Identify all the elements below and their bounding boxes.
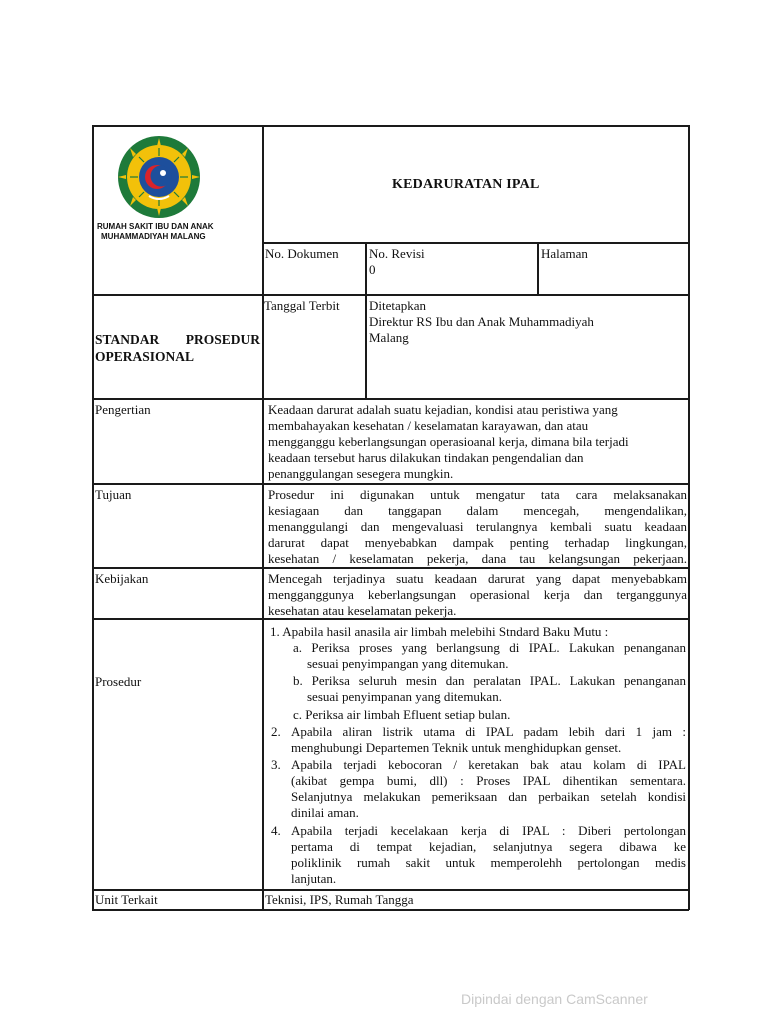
table-border-left — [92, 125, 94, 910]
table-border-bottom — [92, 909, 689, 911]
prosedur-item-1a-cont: sesuai penyimpangan yang ditemukan. — [307, 656, 509, 671]
prosedur-item-4-line: Apabila terjadi kecelakaan kerja di IPAL : Diberi pertolongan — [291, 823, 686, 838]
tujuan-label: Tujuan — [95, 487, 132, 502]
prosedur-item-4-line: poliklinik rumah sakit untuk memperolehh pertolongan medis — [291, 855, 686, 870]
prosedur-item-4-number: 4. — [271, 823, 281, 838]
unit-terkait-value: Teknisi, IPS, Rumah Tangga — [265, 892, 414, 907]
pengertian-line: Keadaan darurat adalah suatu kejadian, kondisi atau peristiwa yang — [268, 402, 618, 417]
prosedur-item-3-line: dinilai aman. — [291, 805, 359, 820]
tanggal-terbit-label: Tanggal Terbit — [264, 298, 340, 313]
hospital-name — [97, 222, 214, 242]
prosedur-item-1b-cont: sesuai penyimpanan yang ditemukan. — [307, 689, 502, 704]
pengertian-label: Pengertian — [95, 402, 151, 417]
no-revisi-value: 0 — [369, 262, 376, 277]
row-divider-sop — [92, 398, 689, 400]
halaman-label: Halaman — [541, 246, 588, 261]
pengertian-line: keadaan tersebut harus dilakukan tindakan pengendalian dan — [268, 450, 584, 465]
column-divider-revisi — [365, 242, 367, 399]
pengertian-text — [268, 402, 686, 482]
prosedur-item-1a: a. Periksa proses yang berlangsung di IPAL. Lakukan penanganan — [293, 640, 686, 655]
no-revisi-label: No. Revisi — [369, 246, 425, 261]
prosedur-item-4 — [291, 823, 686, 887]
tujuan-text — [268, 487, 687, 567]
row-divider-prosedur — [92, 889, 689, 891]
prosedur-item-1: 1. Apabila hasil anasila air limbah melebihi Stndard Baku Mutu : — [270, 624, 609, 639]
pengertian-line: membahayakan kesehatan / keselamatan karayawan, dan atau — [268, 418, 589, 433]
row-divider-pengertian — [92, 483, 689, 485]
kebijakan-line: Mencegah terjadinya suatu keadaan darurat yang dapat menyebabkam — [268, 571, 687, 586]
prosedur-item-3-line: Apabila terjadi kebocoran / keretakan bak atau kolam di IPAL — [291, 757, 686, 772]
tujuan-line: kesehatan / keselamatan pekerja, dana tau kelangsungan pekerjaan. — [268, 551, 687, 566]
prosedur-item-4-line: lanjutan. — [291, 871, 337, 886]
kebijakan-line: mengganggunya keberlangsungan operasional kerja dan terganggunya — [268, 587, 687, 602]
tujuan-line: Prosedur ini digunakan untuk mengatur tata cara melaksanakan — [268, 487, 687, 502]
hospital-name-line2: MUHAMMADIYAH MALANG — [101, 232, 206, 241]
hospital-logo-icon — [111, 134, 207, 220]
kebijakan-line: kesehatan atau keselamatan pekerja. — [268, 603, 457, 618]
prosedur-label: Prosedur — [95, 674, 142, 689]
camscanner-watermark: Dipindai dengan CamScanner — [461, 991, 648, 1007]
ditetapkan-line2: Malang — [369, 330, 409, 345]
tujuan-line: darurat dapat menyebabkan dampak penting terhadap lingkungan, — [268, 535, 687, 550]
prosedur-item-4-line: pertama di tempat kejadian, selanjutnya segera dibawa ke — [291, 839, 686, 854]
prosedur-item-2-line: Apabila aliran listrik utama di IPAL padam lebih dari 1 jam : — [291, 724, 686, 739]
document-title: KEDARURATAN IPAL — [392, 177, 540, 192]
prosedur-item-3 — [291, 757, 686, 821]
no-dokumen-label: No. Dokumen — [265, 246, 339, 261]
pengertian-line: penanggulangan sesegera mungkin. — [268, 466, 454, 481]
prosedur-item-2-number: 2. — [271, 724, 281, 739]
sop-title-line2: OPERASIONAL — [95, 349, 195, 364]
kebijakan-text — [268, 571, 687, 619]
hospital-logo — [111, 134, 207, 220]
prosedur-item-2-line: menghubungi Departemen Teknik untuk menghidupkan genset. — [291, 740, 622, 755]
prosedur-item-3-line: Selanjutnya melakukan pemeriksaan dan perbaikan setelah kondisi — [291, 789, 686, 804]
pengertian-line: mengganggu keberlangsungan operasioanal kerja, dimana bila terjadi — [268, 434, 629, 449]
kebijakan-label: Kebijakan — [95, 571, 149, 586]
ditetapkan-label: Ditetapkan — [369, 298, 427, 313]
table-border-top — [92, 125, 689, 127]
tujuan-line: kesiagaan dan tanggapan dalam mencegah, mengendalikan, — [268, 503, 687, 518]
column-divider-halaman — [537, 242, 539, 295]
row-divider-tujuan — [92, 567, 689, 569]
prosedur-item-3-number: 3. — [271, 757, 281, 772]
prosedur-item-1b: b. Periksa seluruh mesin dan peralatan IPAL. Lakukan penanganan — [293, 673, 686, 688]
prosedur-item-1c: c. Periksa air limbah Efluent setiap bulan. — [293, 707, 511, 722]
row-divider-doc — [92, 294, 689, 296]
prosedur-item-2 — [291, 724, 686, 756]
unit-terkait-label: Unit Terkait — [95, 892, 158, 907]
tujuan-line: menanggulangi dan mengevaluasi terulangnya kembali suatu keadaan — [268, 519, 687, 534]
row-divider-title — [262, 242, 689, 244]
prosedur-item-3-line: (akibat gempa bumi, dll) : Proses IPAL dihentikan sementara. — [291, 773, 686, 788]
hospital-name-line1: RUMAH SAKIT IBU DAN ANAK — [97, 222, 214, 231]
ditetapkan-line1: Direktur RS Ibu dan Anak Muhammadiyah — [369, 314, 594, 329]
sop-title-line1: STANDAR PROSEDUR — [95, 332, 260, 347]
